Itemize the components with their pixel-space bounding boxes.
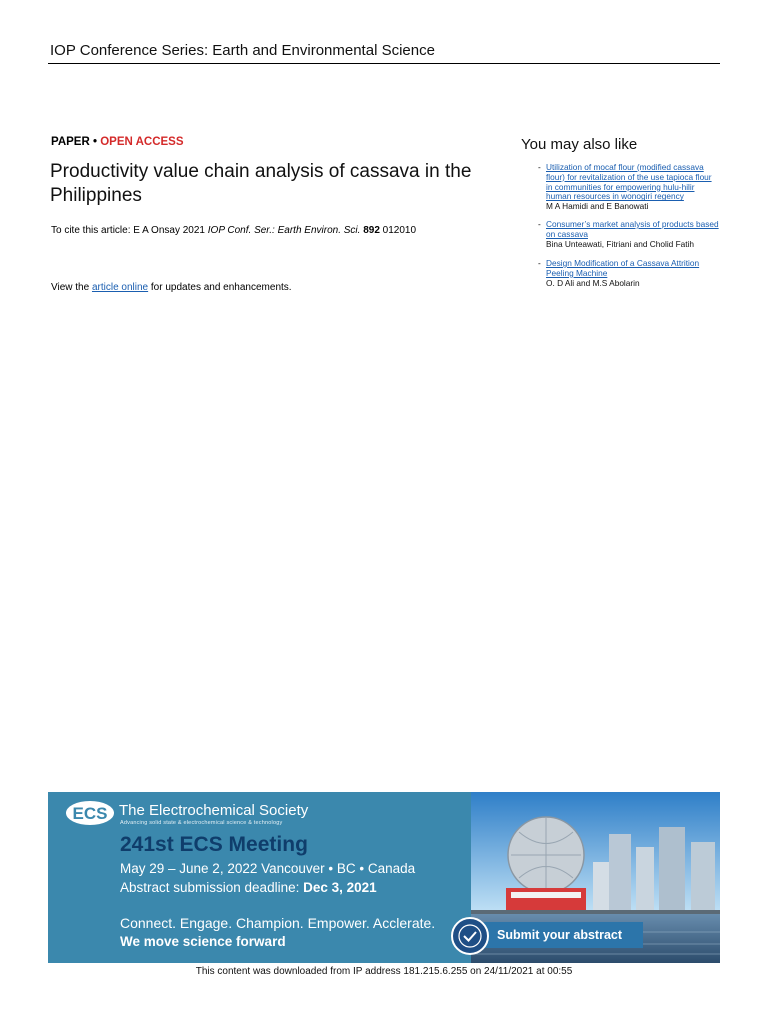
deadline-date: Dec 3, 2021: [303, 880, 377, 895]
article-type-line: [51, 136, 184, 148]
meeting-dates: May 29 – June 2, 2022 Vancouver • BC • Canada: [120, 861, 416, 876]
check-circle-icon: [451, 917, 489, 955]
related-authors: O. D Ali and M.S Abolarin: [546, 277, 640, 288]
article-online-link[interactable]: article online: [91, 282, 149, 293]
related-item: [538, 220, 720, 249]
banner-slogan: Connect. Engage. Champion. Empower. Acclerate.: [120, 915, 436, 931]
related-item: [538, 259, 720, 288]
related-link[interactable]: Consumer’s market analysis of products based on cassava: [546, 219, 719, 239]
download-notice: This content was downloaded from IP address 181.215.6.255 on 24/11/2021 at 00:55: [195, 966, 573, 977]
citation-prefix: To cite this article: E A Onsay 2021: [51, 225, 205, 236]
view-prefix: View the: [51, 282, 90, 293]
ecs-logo-icon: [65, 800, 115, 826]
related-dash: -: [538, 258, 541, 268]
citation-number: 012010: [382, 225, 417, 236]
article-title: Productivity value chain analysis of cassava in the Philippines: [50, 161, 472, 206]
view-online-line: [51, 282, 292, 293]
related-link[interactable]: Utilization of mocaf flour (modified cassava flour) for revitalization of the use tapioca flour in communities for empowering hulu-hilir human resources in wonogiri regency: [546, 162, 712, 202]
related-item: [538, 163, 720, 212]
paper-label: PAPER: [51, 136, 90, 148]
submit-label: Submit your abstract: [497, 928, 623, 942]
banner-slogan-bold: We move science forward: [120, 934, 286, 949]
related-link[interactable]: Design Modification of a Cassava Attrition Peeling Machine: [546, 258, 700, 278]
submit-abstract-button[interactable]: [451, 917, 643, 955]
related-dash: -: [538, 219, 541, 229]
related-dash: -: [538, 162, 541, 172]
citation-journal: IOP Conf. Ser.: Earth Environ. Sci.: [207, 225, 361, 236]
ecs-logo-text: ECS: [72, 804, 108, 823]
open-access-label: OPEN ACCESS: [100, 136, 184, 148]
org-name: The Electrochemical Society: [119, 802, 309, 819]
citation-line: [51, 225, 416, 236]
meeting-title: 241st ECS Meeting: [120, 833, 308, 856]
check-mark-icon: [453, 919, 487, 953]
journal-name: IOP Conference Series: Earth and Environmental Science: [50, 42, 435, 59]
org-tagline: Advancing solid state & electrochemical science & technology: [120, 820, 283, 826]
deadline-line: [120, 880, 377, 895]
related-heading: You may also like: [521, 136, 638, 153]
related-authors: M A Hamidi and E Banowati: [546, 201, 649, 212]
related-authors: Bina Unteawati, Fitriani and Cholid Fatih: [546, 238, 695, 249]
citation-volume: 892: [363, 225, 380, 236]
deadline-label: Abstract submission deadline:: [120, 880, 300, 895]
header-divider: [48, 63, 720, 64]
separator-dot: •: [92, 136, 98, 148]
ecs-ad-banner[interactable]: [48, 792, 720, 963]
view-suffix: for updates and enhancements.: [150, 282, 292, 293]
